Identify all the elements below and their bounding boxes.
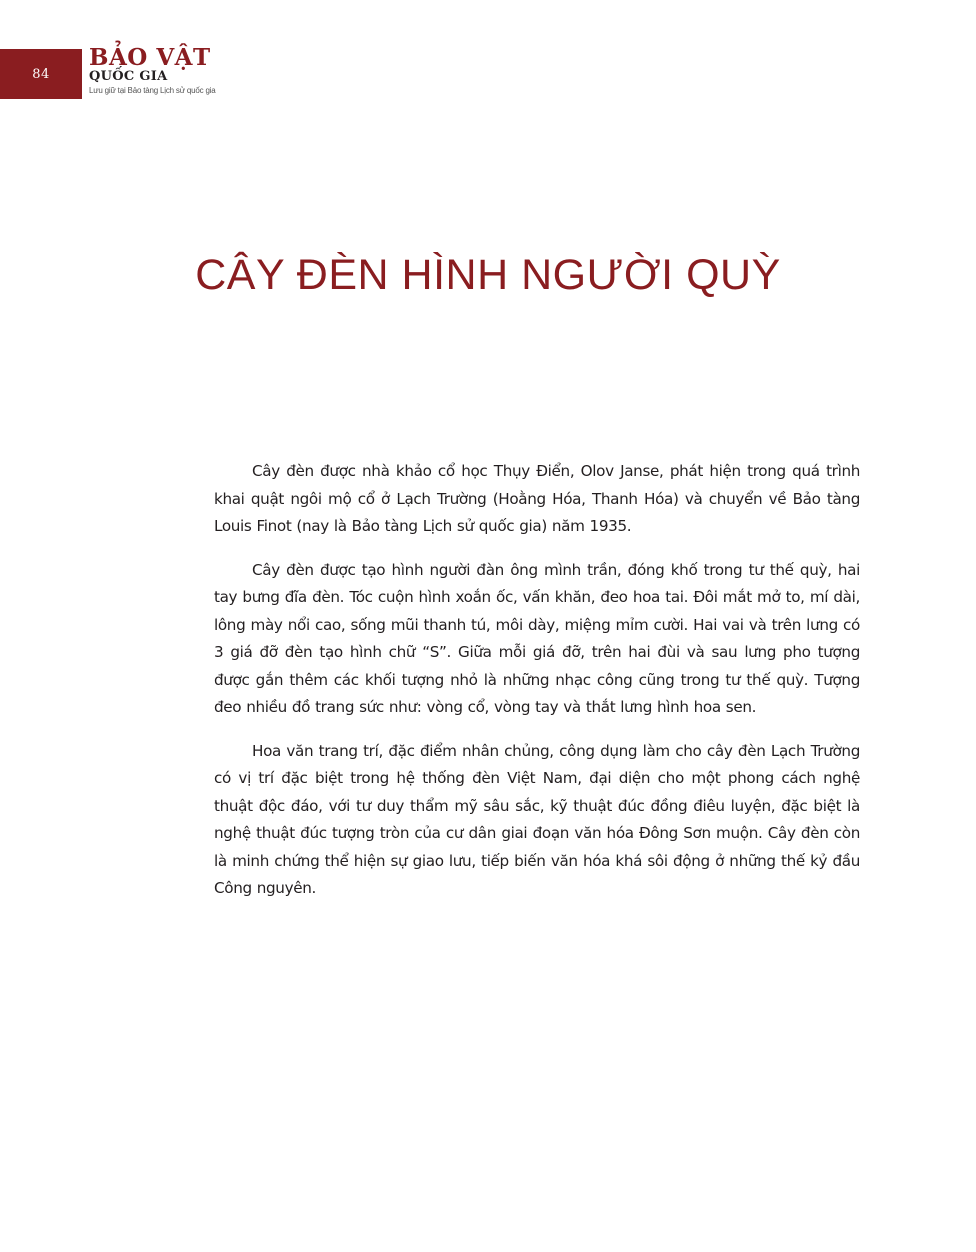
article-body [214,458,860,919]
paragraph-2: Cây đèn được tạo hình người đàn ông mình trần, đóng khố trong tư thế quỳ, hai tay bưng đĩa đèn. Tóc cuộn hình xoắn ốc, vấn khăn, đeo hoa tai. Đôi mắt mở to, mí dài, lông mày nổi cao, sống mũi thanh tú, môi dày, miệng mỉm cười. Hai vai và trên lưng có 3 giá đỡ đèn tạo hình chữ “S”. Giữa mỗi giá đỡ, trên hai đùi và sau lưng pho tượng được gắn thêm các khối tượng nhỏ là những nhạc công cũng trong tư thế quỳ. Tượng đeo nhiều đồ trang sức như: vòng cổ, vòng tay và thắt lưng hình hoa sen. [214,560,860,716]
page-number-tab [0,49,82,99]
publication-brand [89,44,249,96]
article-title: CÂY ĐÈN HÌNH NGƯỜI QUỲ [195,251,781,299]
page-number: 84 [32,66,50,82]
paragraph-1: Cây đèn được nhà khảo cổ học Thụy Điển, Olov Janse, phát hiện trong quá trình khai quật ngôi mộ cổ ở Lạch Trường (Hoằng Hóa, Thanh Hóa) và chuyển về Bảo tàng Louis Finot (nay là Bảo tàng Lịch sử quốc gia) năm 1935. [214,462,860,535]
paragraph-3: Hoa văn trang trí, đặc điểm nhân chủng, công dụng làm cho cây đèn Lạch Trường có vị trí đặc biệt trong hệ thống đèn Việt Nam, đại diện cho một phong cách nghệ thuật độc đáo, với tư duy thẩm mỹ sâu sắc, kỹ thuật đúc đồng điêu luyện, đặc biệt là nghệ thuật đúc tượng tròn của cư dân giai đoạn văn hóa Đông Sơn muộn. Cây đèn còn là minh chứng thể hiện sự giao lưu, tiếp biến văn hóa khá sôi động ở những thế kỷ đầu Công nguyên. [214,741,860,897]
brand-title: BẢO VẬT [89,44,211,71]
brand-tagline: Lưu giữ tại Bảo tàng Lịch sử quốc gia [89,86,216,95]
brand-subtitle: QUỐC GIA [89,69,168,84]
